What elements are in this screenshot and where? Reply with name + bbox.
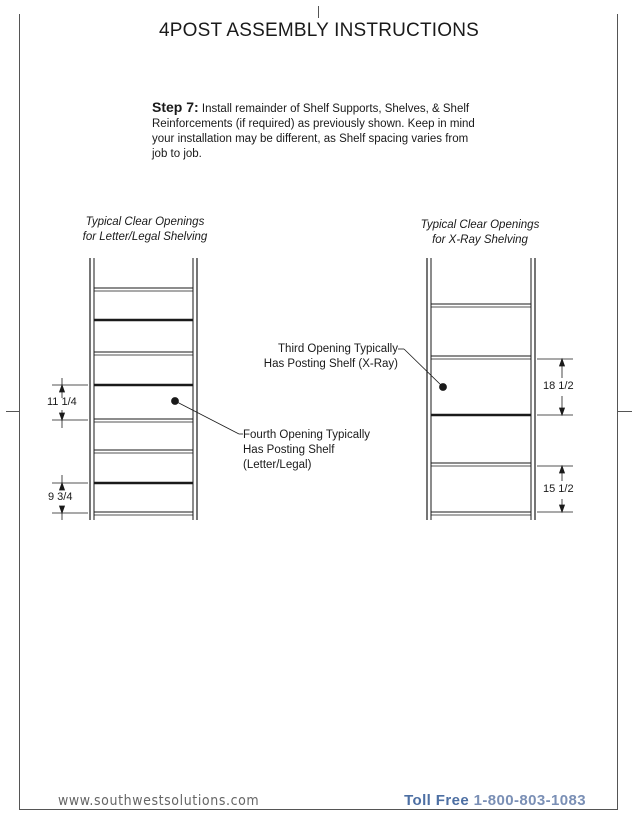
left-dim-top-label: 11 1/4 [47,396,77,408]
left-dim-bottom-label: 9 3/4 [48,491,73,503]
left-callout-line3: (Letter/Legal) [243,459,312,471]
footer-website-link[interactable]: www.southwestsolutions.com [58,793,260,809]
left-callout-leader [172,398,244,435]
right-caption-line1: Typical Clear Openings [420,219,540,231]
left-caption-line1: Typical Clear Openings [85,216,205,228]
right-caption-line2: for X-Ray Shelving [432,234,528,246]
step-label: Step 7: [152,99,199,115]
right-callout [238,342,398,372]
step-text: Install remainder of Shelf Supports, Shelves, & Shelf Reinforcements (if required) as previously shown. Keep in mind your installation may be different, as Shelf spacing varies from job to job. [152,103,475,160]
footer-phone [404,792,586,809]
toll-free-label: Toll Free [404,792,470,809]
left-callout-line1: Fourth Opening Typically [243,429,370,441]
right-dim-top-label: 18 1/2 [543,380,574,392]
right-callout-leader [398,349,447,391]
left-callout [243,428,370,473]
left-shelving-unit [90,258,197,520]
right-callout-line1: Third Opening Typically [278,343,398,355]
left-caption-line2: for Letter/Legal Shelving [82,231,208,243]
right-callout-line2: Has Posting Shelf (X-Ray) [263,358,398,370]
right-dim-bottom-label: 15 1/2 [543,483,574,495]
phone-number: 1-800-803-1083 [473,792,586,809]
left-callout-line2: Has Posting Shelf [243,444,335,456]
page-title: 4POST ASSEMBLY INSTRUCTIONS [158,20,480,41]
